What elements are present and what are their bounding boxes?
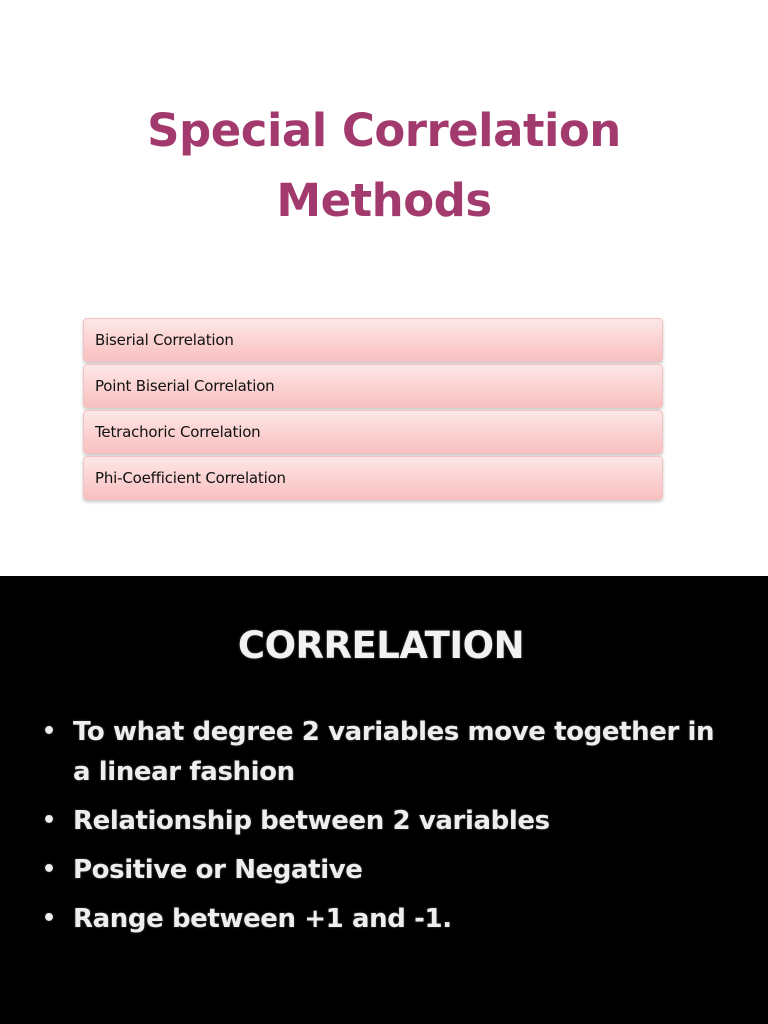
method-item-biserial: Biserial Correlation [83, 318, 663, 362]
correlation-title: CORRELATION [237, 624, 525, 667]
method-list [83, 318, 663, 502]
bullet-item [38, 712, 728, 792]
bullet-text: Range between +1 and -1. [73, 904, 452, 934]
bullet-text: Relationship between 2 variables [73, 806, 550, 836]
bullet-text: To what degree 2 variables move together in a linear fashion [73, 717, 715, 787]
bullet-text: Positive or Negative [73, 855, 363, 885]
bullet-icon: • [42, 857, 56, 882]
bullet-icon: • [42, 808, 56, 833]
slide-title-line-1: Special Correlation [147, 104, 621, 157]
method-item-tetrachoric: Tetrachoric Correlation [83, 410, 663, 454]
bullet-icon: • [42, 719, 56, 744]
slide-title [0, 96, 768, 236]
slide-correlation [0, 576, 768, 1024]
bullet-item [38, 899, 728, 939]
bullet-item [38, 801, 728, 841]
method-item-phi-coefficient: Phi-Coefficient Correlation [83, 456, 663, 500]
bullet-item [38, 850, 728, 890]
slide-title-line-2: Methods [276, 174, 492, 227]
bullet-list [38, 712, 728, 948]
method-item-point-biserial: Point Biserial Correlation [83, 364, 663, 408]
bullet-icon: • [42, 906, 56, 931]
